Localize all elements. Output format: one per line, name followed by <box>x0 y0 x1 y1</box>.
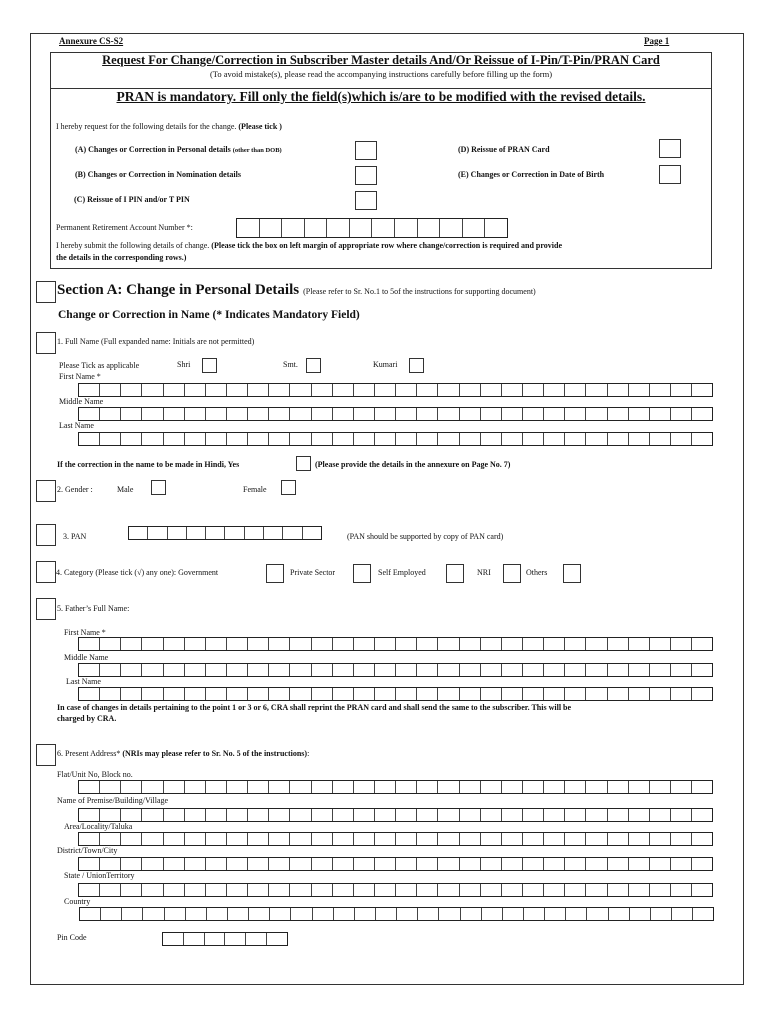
address-label-end: : <box>307 749 310 758</box>
pan-label: 3. PAN <box>63 532 87 541</box>
hindi-note: (Please provide the details in the annexure on Page No. 7) <box>315 460 511 469</box>
first-name-input[interactable] <box>78 383 713 397</box>
submit-text: I hereby submit the following details of change. <box>56 241 210 250</box>
option-d-label: (D) Reissue of PRAN Card <box>458 145 550 154</box>
category-row-checkbox[interactable] <box>36 561 56 583</box>
pan-input[interactable] <box>128 526 322 540</box>
pran-mandatory-note: PRAN is mandatory. Fill only the field(s)which is/are to be modified with the revised details. <box>116 89 646 104</box>
option-b-checkbox[interactable] <box>355 166 377 185</box>
pan-row-checkbox[interactable] <box>36 524 56 546</box>
name-section-subtitle: Change or Correction in Name (* Indicates Mandatory Field) <box>58 309 360 321</box>
annexure-label: Annexure CS-S2 <box>59 36 124 46</box>
father-first-name-label: First Name * <box>64 628 106 637</box>
page-number: Page 1 <box>644 36 670 46</box>
category-others-label: Others <box>526 568 548 577</box>
form-title: Request For Change/Correction in Subscriber Master details And/Or Reissue of I-Pin/T-Pin/PRAN Card <box>102 53 660 67</box>
category-private-checkbox[interactable] <box>353 564 371 583</box>
area-label: Area/Locality/Taluka <box>64 822 133 831</box>
middle-name-label: Middle Name <box>59 397 104 406</box>
hindi-yes-checkbox[interactable] <box>296 456 311 471</box>
form-subtitle: (To avoid mistake(s), please read the accompanying instructions carefully before filling up the form) <box>209 69 553 79</box>
father-first-name-input[interactable] <box>78 637 713 651</box>
submit-instruction <box>56 241 562 250</box>
title-shri-checkbox[interactable] <box>202 358 217 373</box>
section-a-checkbox[interactable] <box>36 281 56 303</box>
category-private-label: Private Sector <box>290 568 336 577</box>
request-intro-bold: (Please tick ) <box>238 122 282 131</box>
gender-male-checkbox[interactable] <box>151 480 166 495</box>
category-self-employed-checkbox[interactable] <box>446 564 464 583</box>
district-input[interactable] <box>78 857 713 871</box>
flat-unit-input[interactable] <box>78 780 713 794</box>
pan-note: (PAN should be supported by copy of PAN card) <box>347 532 504 541</box>
request-intro <box>56 122 282 131</box>
tick-applicable-label: Please Tick as applicable <box>59 361 140 370</box>
section-a-title: Section A: Change in Personal Details <box>57 282 300 298</box>
cra-note-line2: charged by CRA. <box>57 714 117 723</box>
section-a-note: (Please refer to Sr. No.1 to 5of the instructions for supporting document) <box>303 287 536 296</box>
full-name-label: 1. Full Name (Full expanded name: Initials are not permitted) <box>57 337 255 346</box>
flat-unit-label: Flat/Unit No, Block no. <box>57 770 133 779</box>
category-government-checkbox[interactable] <box>266 564 284 583</box>
pran-input[interactable] <box>236 218 508 238</box>
option-c-label: (C) Reissue of I PIN and/or T PIN <box>74 195 190 204</box>
pin-code-label: Pin Code <box>57 933 87 942</box>
title-kumari-label: Kumari <box>373 360 398 369</box>
hindi-correction-text: If the correction in the name to be made in Hindi, Yes <box>57 460 240 469</box>
last-name-label: Last Name <box>59 421 94 430</box>
father-name-row-checkbox[interactable] <box>36 598 56 620</box>
country-label: Country <box>64 897 91 906</box>
submit-bold-line2: the details in the corresponding rows.) <box>56 253 187 262</box>
category-self-employed-label: Self Employed <box>378 568 426 577</box>
option-a-text: (A) Changes or Correction in Personal details <box>75 145 231 154</box>
father-last-name-input[interactable] <box>78 687 713 701</box>
option-a-note: (other than DOB) <box>232 147 282 154</box>
gender-row-checkbox[interactable] <box>36 480 56 502</box>
country-input[interactable] <box>79 907 714 921</box>
gender-male-label: Male <box>117 485 134 494</box>
option-b-label: (B) Changes or Correction in Nomination details <box>75 170 241 179</box>
category-label: 4. Category (Please tick (√) any one): Government <box>56 568 219 577</box>
title-kumari-checkbox[interactable] <box>409 358 424 373</box>
address-label-bold: (NRIs may please refer to Sr. No. 5 of the instructions) <box>122 749 308 758</box>
title-smt-checkbox[interactable] <box>306 358 321 373</box>
title-smt-label: Smt. <box>283 360 298 369</box>
submit-bold-line1: (Please tick the box on left margin of appropriate row where change/correction is required and provide <box>211 241 563 250</box>
area-input[interactable] <box>78 832 713 846</box>
district-label: District/Town/City <box>57 846 118 855</box>
option-e-label: (E) Changes or Correction in Date of Birth <box>458 170 605 179</box>
option-c-checkbox[interactable] <box>355 191 377 210</box>
request-intro-text: I hereby request for the following details for the change. <box>56 122 237 131</box>
last-name-input[interactable] <box>78 432 713 446</box>
full-name-checkbox[interactable] <box>36 332 56 354</box>
father-name-label: 5. Father’s Full Name: <box>57 604 130 613</box>
category-nri-checkbox[interactable] <box>503 564 521 583</box>
state-label: State / UnionTerritory <box>64 871 135 880</box>
cra-note-line1: In case of changes in details pertaining to the point 1 or 3 or 6, CRA shall reprint the PRAN card and shall send the same to the subscriber. This will be <box>57 703 572 712</box>
gender-female-checkbox[interactable] <box>281 480 296 495</box>
gender-female-label: Female <box>243 485 267 494</box>
pin-code-input[interactable] <box>162 932 288 946</box>
gender-label: 2. Gender : <box>57 485 93 494</box>
address-label <box>57 749 309 758</box>
father-middle-name-label: Middle Name <box>64 653 109 662</box>
middle-name-input[interactable] <box>78 407 713 421</box>
father-last-name-label: Last Name <box>66 677 101 686</box>
category-others-checkbox[interactable] <box>563 564 581 583</box>
father-middle-name-input[interactable] <box>78 663 713 677</box>
option-d-checkbox[interactable] <box>659 139 681 158</box>
option-a-checkbox[interactable] <box>355 141 377 160</box>
first-name-label: First Name * <box>59 372 101 381</box>
title-shri-label: Shri <box>177 360 191 369</box>
section-a-header <box>57 281 536 299</box>
premise-label: Name of Premise/Building/Village <box>57 796 169 805</box>
premise-input[interactable] <box>78 808 713 822</box>
address-label-text: 6. Present Address* <box>57 749 121 758</box>
category-nri-label: NRI <box>477 568 491 577</box>
option-a-label <box>75 145 282 154</box>
state-input[interactable] <box>78 883 713 897</box>
address-row-checkbox[interactable] <box>36 744 56 766</box>
pran-label: Permanent Retirement Account Number *: <box>56 223 193 232</box>
option-e-checkbox[interactable] <box>659 165 681 184</box>
